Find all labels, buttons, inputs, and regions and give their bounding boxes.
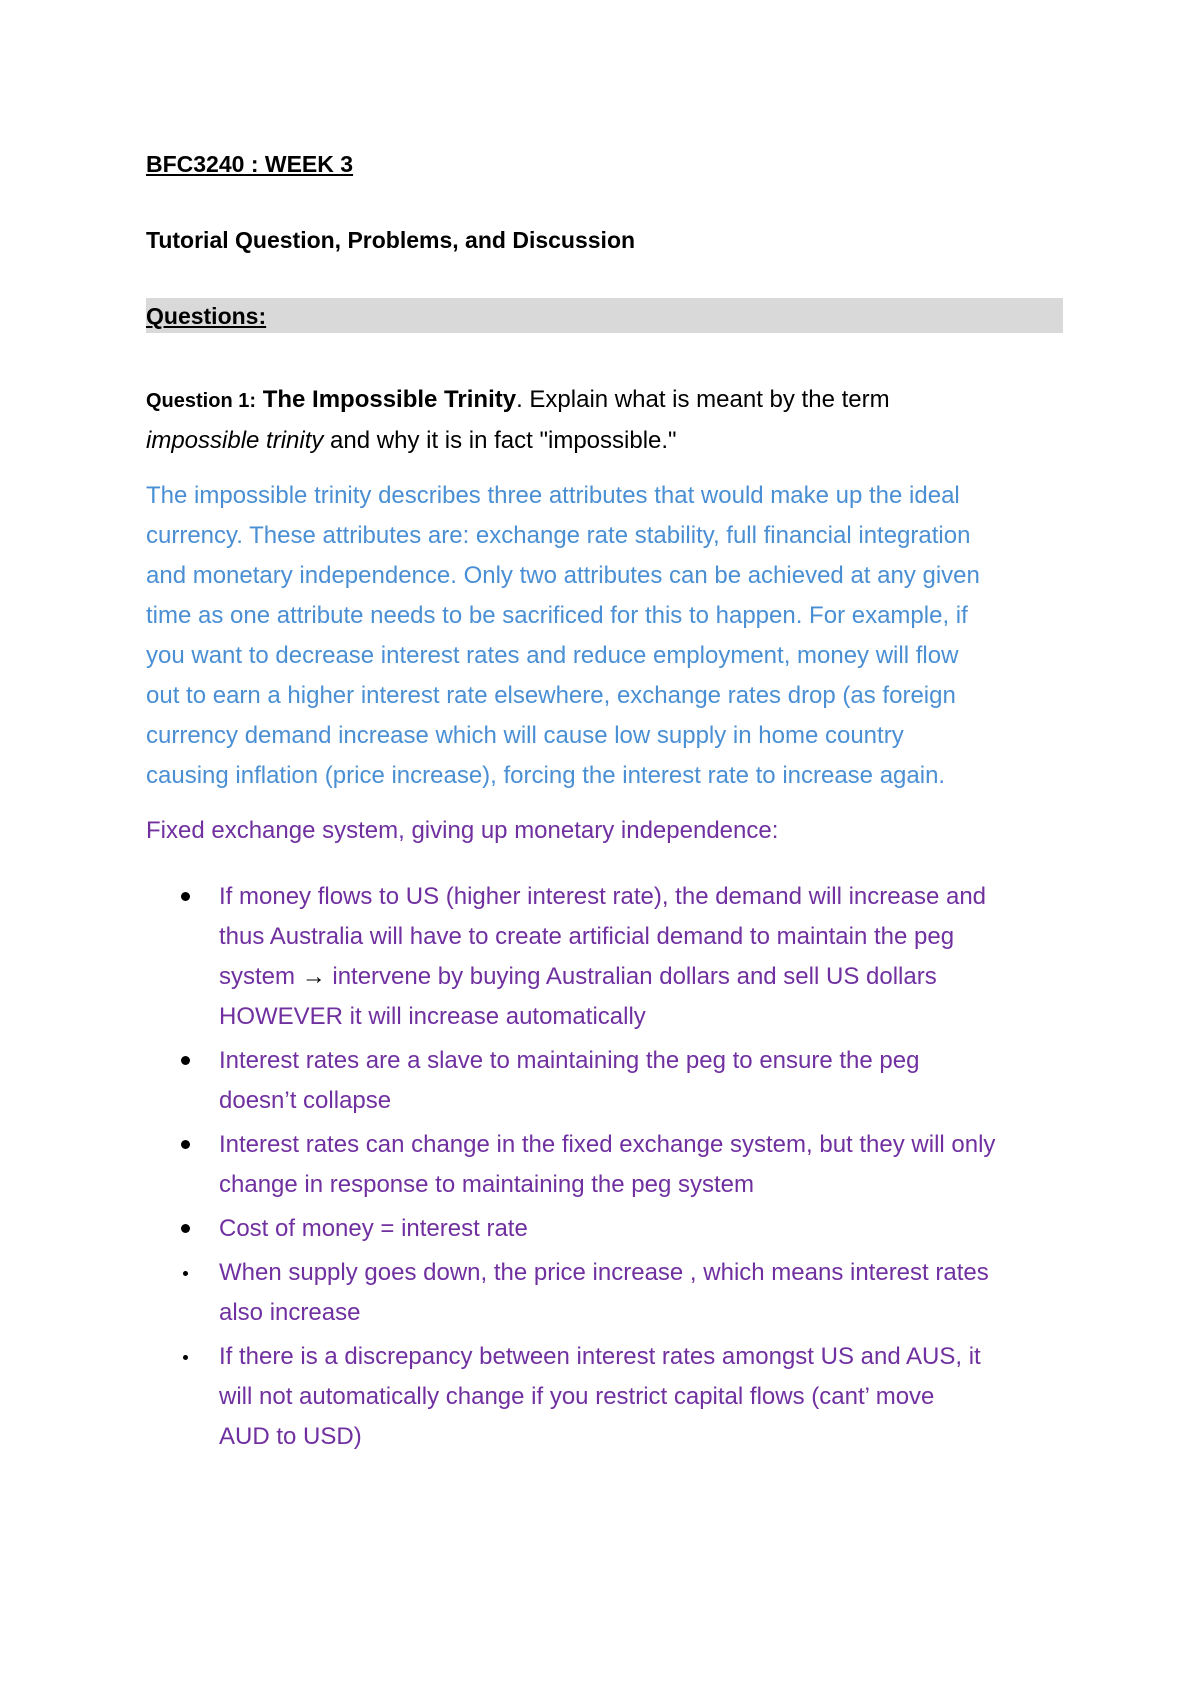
answer-paragraph — [146, 476, 1076, 796]
list-item-line: Interest rates can change in the fixed exchange system, but they will only — [219, 1131, 996, 1158]
bullet-icon — [181, 1056, 190, 1065]
question-number: Question 1: — [146, 390, 257, 412]
list-item-line — [219, 957, 1076, 997]
list-item-line: When supply goes down, the price increase , which means interest rates — [219, 1259, 989, 1286]
list-item — [146, 1125, 1076, 1205]
list-item-text: intervene by buying Australian dollars and sell US dollars — [325, 963, 937, 990]
fixed-exchange-heading: Fixed exchange system, giving up monetary independence: — [146, 817, 779, 844]
questions-section-bar — [146, 298, 1063, 333]
list-item-line: will not automatically change if you restrict capital flows (cant’ move — [219, 1383, 935, 1410]
answer-line: currency demand increase which will cause low supply in home country — [146, 722, 904, 749]
question-term: impossible trinity — [146, 427, 324, 454]
list-item-line: Interest rates are a slave to maintaining the peg to ensure the peg — [219, 1047, 920, 1074]
list-item — [146, 1041, 1076, 1121]
right-arrow-icon: → — [301, 963, 326, 990]
list-item-line: change in response to maintaining the peg system — [219, 1171, 754, 1198]
answer-line: and monetary independence. Only two attributes can be achieved at any given — [146, 562, 980, 589]
answer-line: out to earn a higher interest rate elsewhere, exchange rates drop (as foreign — [146, 682, 956, 709]
list-item-line: HOWEVER it will increase automatically — [219, 1003, 646, 1030]
list-item-line: AUD to USD) — [219, 1423, 362, 1450]
list-item — [146, 877, 1076, 1037]
bullet-icon — [181, 1224, 190, 1233]
bullet-icon — [181, 892, 190, 901]
question-1 — [146, 380, 890, 461]
question-text: . Explain what is meant by the term — [516, 386, 890, 413]
document-subtitle: Tutorial Question, Problems, and Discussion — [146, 227, 636, 253]
list-item — [146, 1253, 1076, 1333]
answer-line: time as one attribute needs to be sacrificed for this to happen. For example, if — [146, 602, 968, 629]
questions-section-label: Questions: — [146, 303, 267, 329]
list-item-line: Cost of money = interest rate — [219, 1215, 528, 1242]
bullet-list — [146, 877, 1076, 1461]
answer-line: causing inflation (price increase), forcing the interest rate to increase again. — [146, 762, 946, 789]
bullet-icon — [183, 1355, 188, 1360]
list-item-line: doesn’t collapse — [219, 1087, 392, 1114]
bullet-icon — [181, 1140, 190, 1149]
document-title: BFC3240 : WEEK 3 — [146, 151, 354, 177]
list-item-line: If money flows to US (higher interest rate), the demand will increase and — [219, 883, 987, 910]
bullet-icon — [183, 1271, 188, 1276]
answer-line: currency. These attributes are: exchange rate stability, full financial integration — [146, 522, 971, 549]
answer-line: you want to decrease interest rates and reduce employment, money will flow — [146, 642, 959, 669]
list-item-line: thus Australia will have to create artificial demand to maintain the peg — [219, 923, 955, 950]
question-1-line-2 — [146, 421, 890, 461]
list-item-line: If there is a discrepancy between interest rates amongst US and AUS, it — [219, 1343, 981, 1370]
list-item-text: system — [219, 963, 302, 990]
question-topic: The Impossible Trinity — [262, 386, 517, 413]
list-item — [146, 1209, 1076, 1249]
list-item-line: also increase — [219, 1299, 361, 1326]
question-1-line-1 — [146, 380, 890, 421]
question-text-end: and why it is in fact "impossible." — [323, 427, 677, 454]
answer-line: The impossible trinity describes three attributes that would make up the ideal — [146, 482, 960, 509]
list-item — [146, 1337, 1076, 1457]
